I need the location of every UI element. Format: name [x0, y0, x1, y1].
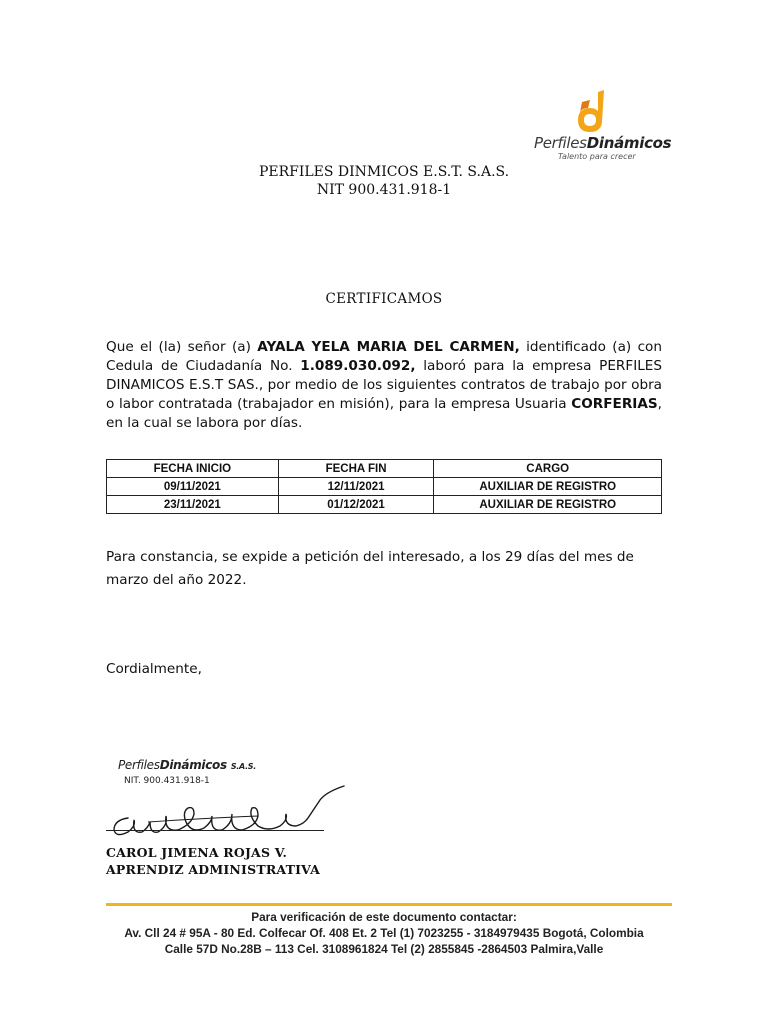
signature-line [106, 830, 324, 831]
table-row [107, 478, 662, 496]
employee-name: AYALA YELA MARIA DEL CARMEN, [257, 339, 520, 355]
body-text-2: identificado (a) con Cedula de Ciudadanía No. [106, 339, 662, 374]
cell-cargo: AUXILIAR DE REGISTRO [434, 496, 662, 514]
column-header-fecha-fin: FECHA FIN [278, 460, 434, 478]
handwritten-signature-icon [108, 776, 358, 846]
body-text-1: Que el (la) señor (a) [106, 339, 258, 355]
signer-role: APRENDIZ ADMINISTRATIVA [106, 862, 321, 877]
table-header-row [107, 460, 662, 478]
column-header-fecha-inicio: FECHA INICIO [107, 460, 279, 478]
body-text-3: laboró para la empresa PERFILES DINAMICOS E.S.T SAS., por medio de los siguientes contratos de trabajo por obra o labor contratada (trabajador en misión), para la empresa Usuaria [106, 358, 662, 412]
footer-verification-note: Para verificación de este documento contactar: [251, 910, 517, 924]
certificate-title: CERTIFICAMOS [325, 291, 443, 307]
logo-tagline: Talento para crecer [558, 152, 636, 161]
constancia-paragraph: Para constancia, se expide a petición del interesado, a los 29 días del mes de marzo del año 2022. [106, 549, 634, 588]
perfiles-dinamicos-logo-icon [568, 88, 618, 138]
company-logo [530, 88, 670, 163]
contracts-table [106, 459, 662, 514]
id-number: 1.089.030.092, [300, 358, 416, 374]
table-row [107, 496, 662, 514]
body-text-4: , en la cual se labora por días. [106, 396, 662, 431]
company-nit: NIT 900.431.918-1 [316, 182, 452, 198]
stamp-nit: NIT. 900.431.918-1 [124, 776, 210, 786]
footer-divider [106, 903, 672, 906]
certificate-body [106, 338, 662, 433]
cell-fecha-fin: 12/11/2021 [278, 478, 434, 496]
cell-fecha-inicio: 09/11/2021 [107, 478, 279, 496]
cell-fecha-fin: 01/12/2021 [278, 496, 434, 514]
column-header-cargo: CARGO [434, 460, 662, 478]
footer-address-bogota: Av. Cll 24 # 95A - 80 Ed. Colfecar Of. 408 Et. 2 Tel (1) 7023255 - 3184979435 Bogotá, Colombia [124, 926, 644, 940]
stamp-brand: PerfilesDinámicos S.A.S. [118, 758, 257, 772]
cell-fecha-inicio: 23/11/2021 [107, 496, 279, 514]
cell-cargo: AUXILIAR DE REGISTRO [434, 478, 662, 496]
logo-wordmark: PerfilesDinámicos [534, 134, 672, 152]
client-company: CORFERIAS [571, 396, 658, 412]
closing-salutation: Cordialmente, [106, 661, 202, 677]
company-name: PERFILES DINMICOS E.S.T. S.A.S. [258, 164, 510, 180]
footer-address-palmira: Calle 57D No.28B – 113 Cel. 3108961824 Tel (2) 2855845 -2864503 Palmira,Valle [164, 942, 604, 956]
signer-name: CAROL JIMENA ROJAS V. [106, 845, 288, 860]
